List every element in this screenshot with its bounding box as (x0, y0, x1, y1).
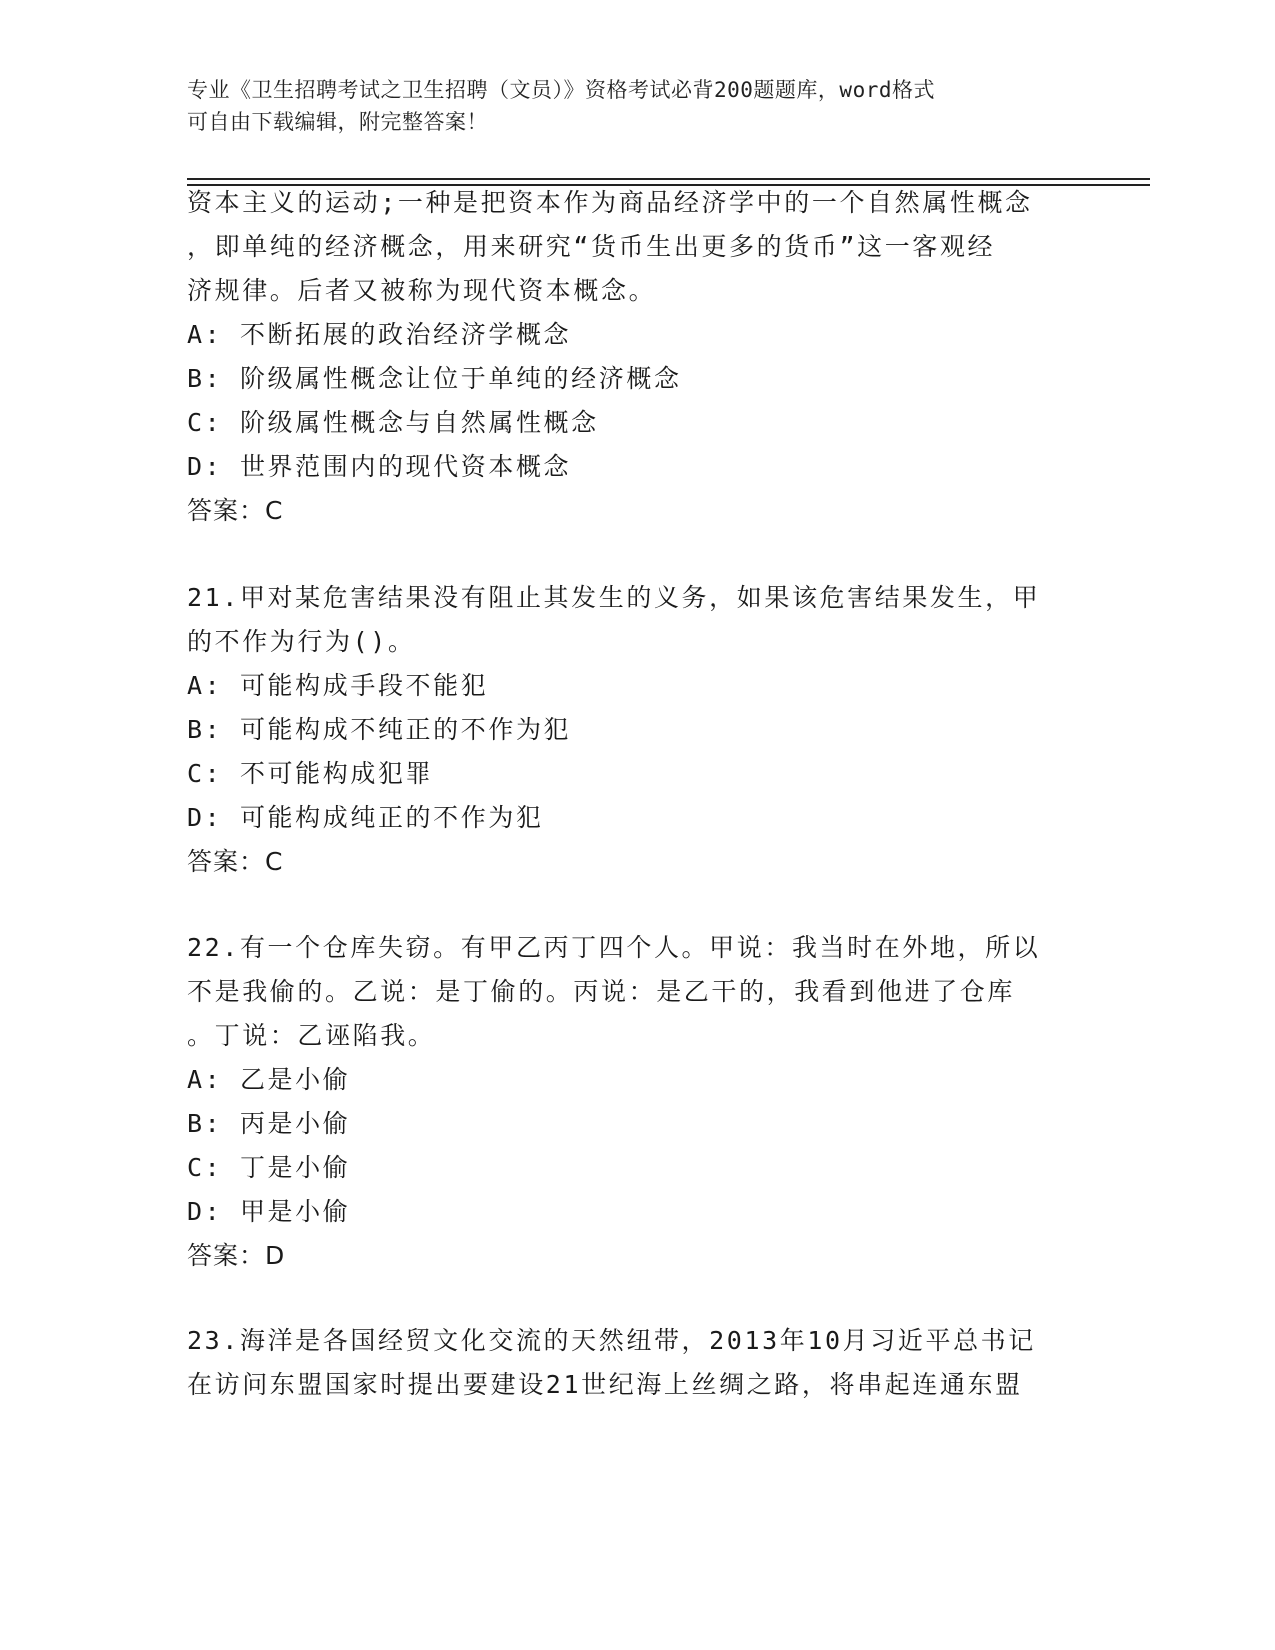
option-c: C: 阶级属性概念与自然属性概念 (187, 408, 599, 437)
option-d: D: 可能构成纯正的不作为犯 (187, 803, 544, 832)
document-header (187, 74, 1087, 138)
option-b: B: 阶级属性概念让位于单纯的经济概念 (187, 364, 682, 393)
question-text-line: 22.有一个仓库失窃。有甲乙丙丁四个人。甲说：我当时在外地，所以 (187, 933, 1041, 962)
option-c: C: 不可能构成犯罪 (187, 759, 434, 788)
question-text-line: 资本主义的运动;一种是把资本作为商品经济学中的一个自然属性概念 (187, 188, 1033, 217)
question-text-line: 。丁说：乙诬陷我。 (187, 1021, 436, 1050)
header-title-line-1: 专业《卫生招聘考试之卫生招聘（文员）》资格考试必背200题题库，word格式 (187, 78, 935, 102)
header-title-line-2: 可自由下载编辑，附完整答案！ (187, 110, 488, 134)
option-a: A: 乙是小偷 (187, 1065, 351, 1094)
question-text-line: 的不作为行为()。 (187, 627, 416, 656)
question-text-line: 济规律。后者又被称为现代资本概念。 (187, 276, 657, 305)
answer-label: 答案：C (187, 847, 284, 876)
option-b: B: 丙是小偷 (187, 1109, 351, 1138)
option-d: D: 世界范围内的现代资本概念 (187, 452, 572, 481)
question-text-line: 不是我偷的。乙说：是丁偷的。丙说：是乙干的，我看到他进了仓库 (187, 977, 1016, 1006)
question-text-line: 23.海洋是各国经贸文化交流的天然纽带，2013年10月习近平总书记 (187, 1326, 1036, 1355)
question-text-line: ，即单纯的经济概念，用来研究“货币生出更多的货币”这一客观经 (187, 232, 996, 261)
answer-label: 答案：D (187, 1241, 286, 1270)
question-text-line: 21.甲对某危害结果没有阻止其发生的义务，如果该危害结果发生，甲 (187, 583, 1041, 612)
option-a: A: 不断拓展的政治经济学概念 (187, 320, 572, 349)
option-d: D: 甲是小偷 (187, 1197, 351, 1226)
option-a: A: 可能构成手段不能犯 (187, 671, 489, 700)
option-b: B: 可能构成不纯正的不作为犯 (187, 715, 572, 744)
answer-label: 答案：C (187, 496, 284, 525)
question-text-line: 在访问东盟国家时提出要建设21世纪海上丝绸之路，将串起连通东盟 (187, 1370, 1023, 1399)
option-c: C: 丁是小偷 (187, 1153, 351, 1182)
